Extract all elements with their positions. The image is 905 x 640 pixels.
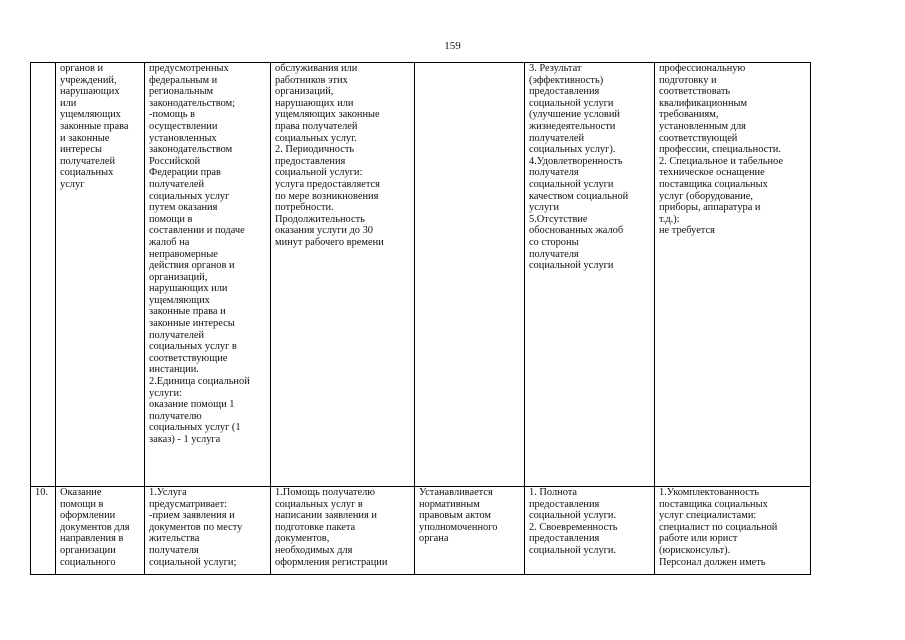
service-terms-cell: 1.Помощь получателю социальных услуг в написании заявления и подготовке пакета документов, необходимых для оформления регистрации	[271, 487, 415, 575]
service-name-cell: Оказание помощи в оформлении документов для направления в организации социального	[56, 487, 145, 575]
indicators-cell: 3. Результат (эффективность) предоставления социальной услуги (улучшение условий жизнедеятельности получателей социальных услуг). 4.Удовлетворенность получателя социальной услуги качеством социальной услуги 5.Отсутствие обоснованных жалоб со стороны получателя социальной услуги	[525, 63, 655, 487]
price-cell: Устанавливается нормативным правовым актом уполномоченного органа	[415, 487, 525, 575]
service-description-cell: предусмотренных федеральным и региональным законодательством; -помощь в осуществлении установленных законодательством Российской Федерации прав получателей социальных услуг путем оказания помощи в составлении и подаче жалоб на неправомерные действия органов и организаций, нарушающих или ущемляющих законные права и законные интересы получателей социальных услуг в соответствующие инстанции. 2.Единица социальной услуги: оказание помощи 1 получателю социальных услуг (1 заказ) - 1 услуга	[145, 63, 271, 487]
service-terms-cell: обслуживания или работников этих организаций, нарушающих или ущемляющих законные права получателей социальных услуг. 2. Периодичность предоставления социальной услуги: услуга предоставляется по мере возникновения потребности. Продолжительность оказания услуги до 30 минут рабочего времени	[271, 63, 415, 487]
service-description-cell: 1.Услуга предусматривает: -прием заявления и документов по месту жительства получателя социальной услуги;	[145, 487, 271, 575]
row-number-cell	[31, 63, 56, 487]
indicators-cell: 1. Полнота предоставления социальной услуги. 2. Своевременность предоставления социальной услуги.	[525, 487, 655, 575]
price-cell	[415, 63, 525, 487]
conditions-cell: профессиональную подготовку и соответствовать квалификационным требованиям, установленным для соответствующей профессии, специальности. 2. Специальное и табельное техническое оснащение поставщика социальных услуг (оборудование, приборы, аппаратура и т.д.): не требуется	[655, 63, 811, 487]
table-row	[31, 63, 811, 487]
row-number-cell: 10.	[31, 487, 56, 575]
table-row	[31, 487, 811, 575]
page-number: 159	[444, 40, 461, 52]
services-table	[30, 62, 811, 575]
service-name-cell: органов и учреждений, нарушающих или ущемляющих законные права и законные интересы получателей социальных услуг	[56, 63, 145, 487]
conditions-cell: 1.Укомплектованность поставщика социальных услуг специалистами: специалист по социальной работе или юрист (юрисконсульт). Персонал должен иметь	[655, 487, 811, 575]
